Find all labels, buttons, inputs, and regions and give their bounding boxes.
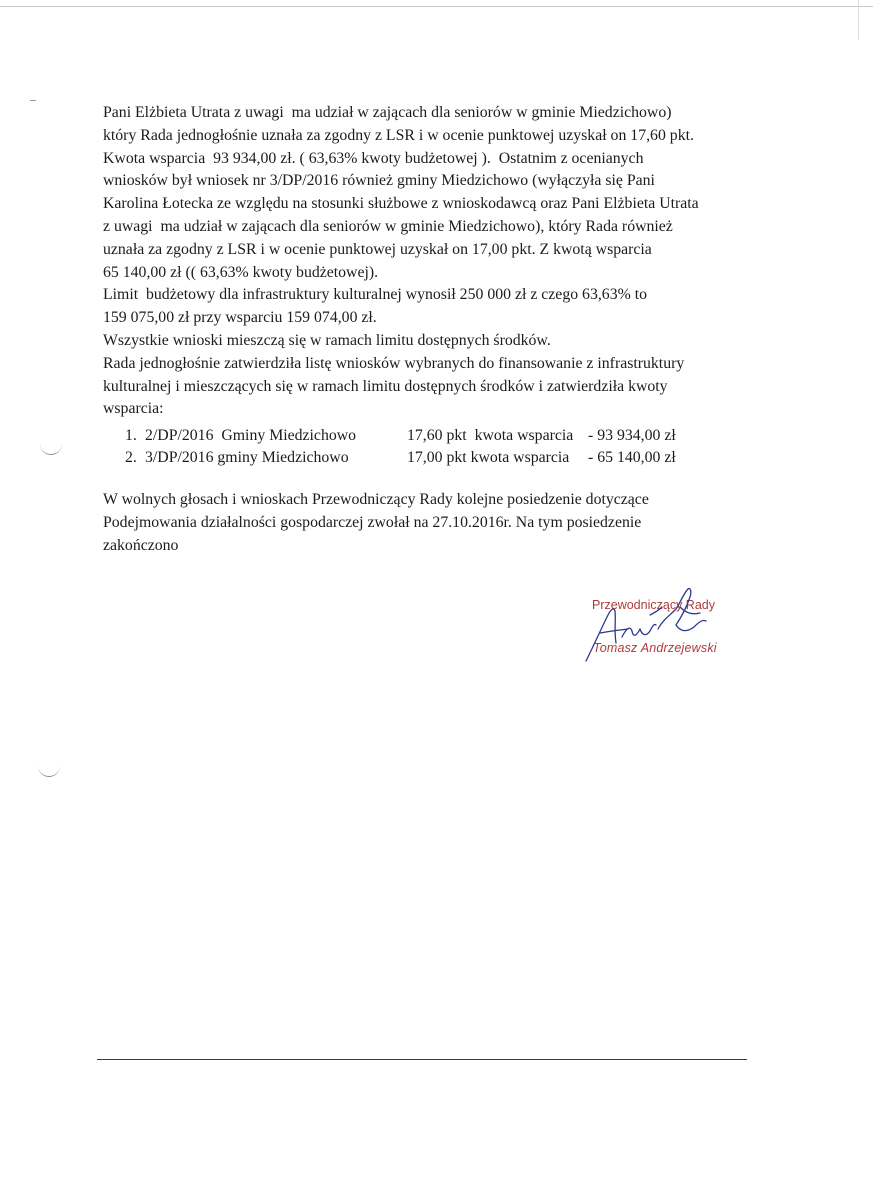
scan-right-edge	[858, 0, 859, 40]
punch-hole-mark	[40, 444, 62, 455]
application-id: 2/DP/2016 Gminy Miedzichowo	[145, 427, 357, 444]
stamp-name: Tomasz Andrzejewski	[593, 641, 717, 655]
body-paragraph	[103, 102, 803, 421]
stamp-title: Przewodniczący Rady	[592, 598, 715, 612]
body-line: 159 075,00 zł przy wsparciu 159 074,00 zł.	[103, 309, 377, 327]
support-amount: - 65 140,00 zł	[588, 449, 676, 466]
body-line: Rada jednogłośnie zatwierdziła listę wniosków wybranych do finansowanie z infrastruktury	[103, 354, 685, 372]
body-line: Kwota wsparcia 93 934,00 zł. ( 63,63% kwoty budżetowej ). Ostatnim z ocenianych	[103, 149, 644, 167]
support-amount: - 93 934,00 zł	[588, 427, 676, 444]
body-line: Karolina Łotecka ze względu na stosunki służbowe z wnioskodawcą oraz Pani Elżbieta Utrata	[103, 195, 699, 213]
body-line: 65 140,00 zł (( 63,63% kwoty budżetowej).	[103, 263, 379, 281]
scan-speck	[30, 100, 36, 101]
closing-line: zakończono	[103, 536, 179, 554]
body-line: wniosków był wniosek nr 3/DP/2016 również gminy Miedzichowo (wyłączyła się Pani	[103, 172, 655, 190]
handwritten-signature	[580, 585, 780, 665]
body-line: wsparcia:	[103, 400, 164, 418]
body-line: Limit budżetowy dla infrastruktury kulturalnej wynosił 250 000 zł z czego 63,63% to	[103, 286, 647, 304]
points-label: 17,00 pkt kwota wsparcia	[407, 449, 570, 466]
body-line: z uwagi ma udział w zającach dla seniorów w gminie Miedzichowo), który Rada również	[103, 217, 673, 235]
chairman-stamp	[580, 585, 780, 665]
closing-line: Podejmowania działalności gospodarczej zwołał na 27.10.2016r. Na tym posiedzenie	[103, 513, 642, 531]
points-label: 17,60 pkt kwota wsparcia	[407, 427, 574, 444]
body-line: Wszystkie wnioski mieszczą się w ramach limitu dostępnych środków.	[103, 331, 551, 349]
list-number: 1.	[125, 427, 137, 444]
closing-paragraph	[103, 489, 803, 557]
body-line: Pani Elżbieta Utrata z uwagi ma udział w zającach dla seniorów w gminie Miedzichowo)	[103, 104, 672, 121]
body-line: kulturalnej i mieszczących się w ramach limitu dostępnych środków i zatwierdziła kwoty	[103, 377, 668, 395]
punch-hole-mark	[38, 766, 60, 777]
body-line: uznała za zgodny z LSR i w ocenie punktowej uzyskał on 17,00 pkt. Z kwotą wsparcia	[103, 240, 652, 258]
list-number: 2.	[125, 449, 137, 466]
footer-rule	[97, 1059, 747, 1060]
body-line: który Rada jednogłośnie uznała za zgodny z LSR i w ocenie punktowej uzyskał on 17,60 pkt.	[103, 126, 694, 144]
scan-top-edge	[0, 6, 873, 7]
closing-line: W wolnych głosach i wnioskach Przewodniczący Rady kolejne posiedzenie dotyczące	[103, 491, 649, 508]
application-id: 3/DP/2016 gminy Miedzichowo	[145, 449, 349, 466]
